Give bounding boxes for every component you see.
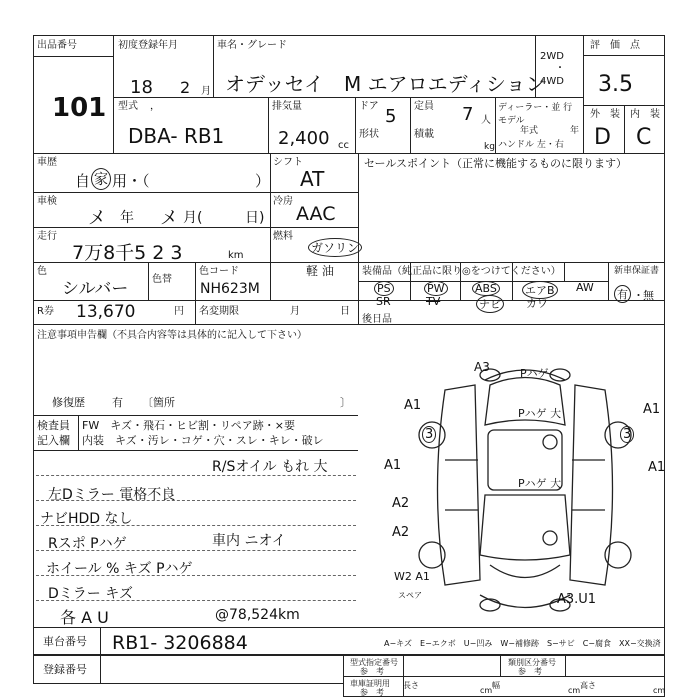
fuel-diesel: 軽 油 bbox=[306, 264, 334, 278]
person-unit: 人 bbox=[481, 115, 491, 126]
warranty-yes: 有 bbox=[614, 285, 631, 303]
note-odometer: @78,524km bbox=[215, 607, 300, 623]
reg-month-unit: 月 bbox=[201, 86, 211, 97]
note-wheel: ホイール % キズ Pハゲ bbox=[46, 561, 193, 577]
note-odor: 車内 ニオイ bbox=[212, 533, 286, 549]
color-code: NH623M bbox=[200, 281, 260, 297]
bottom-length-cm: cm bbox=[480, 686, 493, 695]
interior-grade: C bbox=[636, 125, 652, 150]
mark-3-right: 3 bbox=[620, 426, 634, 443]
shaken-year-unit: 年 bbox=[120, 210, 134, 226]
note-each-au: 各 A U bbox=[60, 608, 109, 627]
first-reg-label: 初度登録年月 bbox=[118, 40, 178, 51]
eval-score: 3.5 bbox=[598, 72, 633, 97]
mark-p-hage-rear: Pハゲ 大 bbox=[518, 477, 562, 490]
bottom-r1c: 類別区分番号 bbox=[508, 658, 556, 667]
history-value-close: ） bbox=[255, 172, 271, 190]
repair-close: 〕 bbox=[340, 396, 351, 409]
new-warranty-label: 新車保証書 bbox=[614, 266, 660, 276]
mark-a3-u1: A3.U1 bbox=[557, 592, 597, 607]
equip-sr: SR bbox=[376, 295, 391, 308]
ac-value: AAC bbox=[296, 203, 336, 225]
reg-month: 2 bbox=[180, 78, 191, 97]
shaken-m: メ bbox=[160, 208, 178, 229]
kg-unit: kg bbox=[484, 142, 495, 152]
drive-dot: ・ bbox=[555, 63, 565, 74]
load-label: 積載 bbox=[414, 129, 434, 140]
history-value-suffix: 用・（ bbox=[112, 172, 150, 190]
equip-abs: ABS bbox=[472, 281, 500, 296]
handle-label: ハンドル 左・右 bbox=[498, 140, 564, 150]
ac-label: 冷房 bbox=[273, 196, 293, 207]
yen-unit: 円 bbox=[174, 306, 184, 317]
note-left-mirror: 左Dミラー 電格不良 bbox=[48, 487, 176, 503]
color-change-label: 色替 bbox=[152, 274, 172, 285]
mark-a1-left-mid: A1 bbox=[384, 458, 402, 473]
repair-place: 〔箇所 bbox=[142, 396, 175, 409]
type-comma: ， bbox=[150, 101, 160, 112]
equip-aw: AW bbox=[576, 281, 594, 294]
displacement-label: 排気量 bbox=[272, 101, 302, 112]
mark-a3-front: A3 bbox=[474, 360, 490, 374]
warranty-sep: ・ bbox=[633, 289, 644, 302]
note-rear-spoiler: Rスポ Pハゲ bbox=[48, 536, 127, 552]
dealer-label: ディーラー・並 行 bbox=[498, 103, 573, 113]
mark-a2-lower: A2 bbox=[392, 525, 410, 540]
door-label: ドア bbox=[359, 101, 379, 112]
mileage-value: 7万8千5 2 3 bbox=[72, 242, 183, 264]
year-unit: 年 bbox=[570, 126, 580, 136]
mark-a1-left-front: A1 bbox=[404, 398, 422, 413]
cc-unit: cc bbox=[338, 140, 349, 151]
reg-year: 18 bbox=[130, 77, 153, 98]
shaken-month-unit: 月( bbox=[183, 210, 203, 226]
color-code-label: 色コード bbox=[199, 266, 239, 277]
inspector-row-2: 内装 キズ・汚レ・コゲ・穴・スレ・キレ・破レ bbox=[82, 434, 324, 447]
history-value-circled: 家 bbox=[91, 168, 111, 190]
history-label: 車歴 bbox=[37, 157, 57, 168]
name-change-label: 名変期限 bbox=[199, 306, 239, 317]
shape-label: 形状 bbox=[359, 129, 379, 140]
mark-p-hage-front: Pハゲ bbox=[520, 367, 549, 380]
mark-w2-a1: W2 A1 bbox=[394, 570, 430, 583]
exterior-label: 外 装 bbox=[590, 109, 620, 120]
warranty-no: 無 bbox=[643, 289, 654, 302]
name-change-month: 月 bbox=[290, 306, 300, 317]
inspector-row-1: FW キズ・飛石・ヒビ割・リペア跡・×要 bbox=[82, 419, 295, 432]
damage-legend: A−キズ E−エクボ U−凹み W−補修跡 S−サビ C−腐食 XX−交換済 bbox=[384, 639, 661, 648]
shift-label: シフト bbox=[273, 157, 303, 168]
bottom-r1b: 参 考 bbox=[360, 667, 384, 676]
equip-pw: PW bbox=[424, 281, 448, 296]
model-code: DBA- RB1 bbox=[128, 124, 225, 148]
sales-point-label: セールスポイント（正常に機能するものに限ります） bbox=[364, 157, 628, 170]
equip-airbag: エアB bbox=[522, 281, 558, 299]
bottom-width-cm: cm bbox=[568, 686, 581, 695]
color-label: 色 bbox=[37, 266, 47, 277]
mark-p-hage-roof: Pハゲ 大 bbox=[518, 407, 562, 420]
name-change-day: 日 bbox=[340, 306, 350, 317]
capacity: 7 bbox=[462, 104, 474, 125]
shift-value: AT bbox=[300, 167, 325, 191]
doors: 5 bbox=[385, 106, 397, 127]
bottom-height-cm: cm bbox=[653, 686, 666, 695]
spare-label: スペア bbox=[398, 591, 422, 600]
shaken-y: メ bbox=[88, 208, 106, 229]
lot-number: 101 bbox=[52, 93, 107, 123]
bottom-width: 幅 bbox=[492, 681, 500, 690]
chassis-label: 車台番号 bbox=[43, 635, 87, 648]
registration-label: 登録番号 bbox=[43, 663, 87, 676]
car-name: オデッセイ M エアロエディション bbox=[225, 72, 546, 96]
inspector-label-1: 検査員 bbox=[37, 419, 70, 432]
model-year-label2: 年式 bbox=[520, 126, 539, 136]
equip-ps: PS bbox=[374, 281, 394, 296]
note-navi-hdd: ナビHDD なし bbox=[40, 511, 133, 527]
mark-3-left: 3 bbox=[422, 426, 436, 443]
eval-label: 評 価 点 bbox=[590, 40, 640, 51]
inspector-label-2: 記入欄 bbox=[37, 434, 70, 447]
mark-a1-right-mid: A1 bbox=[648, 460, 666, 475]
bottom-r1a: 型式指定番号 bbox=[350, 658, 398, 667]
repair-value: 有 bbox=[112, 396, 123, 409]
chassis-number: RB1- 3206884 bbox=[112, 632, 248, 654]
capacity-label: 定員 bbox=[414, 101, 434, 112]
type-label: 型式 bbox=[118, 101, 138, 112]
bottom-r2b: 参 考 bbox=[360, 688, 384, 697]
notes-label: 注意事項申告欄（不具合内容等は具体的に記入して下さい） bbox=[37, 330, 307, 341]
recycle-value: 13,670 bbox=[76, 302, 136, 322]
shaken-label: 車検 bbox=[37, 196, 57, 207]
repair-label: 修復歴 bbox=[52, 396, 85, 409]
mileage-label: 走行 bbox=[37, 231, 57, 242]
equip-leather: カワ bbox=[526, 297, 548, 310]
note-oil-leak: R/Sオイル もれ 大 bbox=[212, 459, 328, 475]
fuel-gas: ガソリン bbox=[308, 238, 362, 257]
bottom-length: 長さ bbox=[403, 681, 419, 690]
note-d-mirror: Dミラー キズ bbox=[48, 586, 133, 602]
history-value-prefix: 自 bbox=[75, 172, 91, 190]
lot-label: 出品番号 bbox=[37, 40, 77, 51]
car-name-label: 車名・グレード bbox=[217, 40, 287, 51]
mark-a1-right-front: A1 bbox=[643, 402, 661, 417]
equip-navi: ナビ bbox=[476, 295, 504, 313]
color-value: シルバー bbox=[62, 279, 129, 299]
equipment-label: 装備品（純正品に限り◎をつけてください） bbox=[362, 266, 561, 277]
rear-label: 後日品 bbox=[362, 314, 392, 325]
drive-2wd: 2WD bbox=[540, 51, 564, 62]
bottom-r2a: 車庫証明用 bbox=[350, 679, 390, 688]
exterior-grade: D bbox=[594, 125, 611, 150]
fuel-label: 燃料 bbox=[273, 231, 293, 242]
model-year-label: モデル bbox=[498, 116, 525, 126]
bottom-r1d: 参 考 bbox=[518, 667, 542, 676]
bottom-height: 高さ bbox=[580, 681, 596, 690]
km-unit: km bbox=[228, 250, 244, 261]
displacement: 2,400 bbox=[278, 128, 330, 149]
shaken-day-unit: 日) bbox=[245, 210, 265, 226]
equip-tv: TV bbox=[426, 295, 441, 308]
interior-label: 内 装 bbox=[630, 109, 660, 120]
drive-4wd: 4WD bbox=[540, 76, 564, 87]
recycle-label: R券 bbox=[37, 306, 54, 317]
mark-a2-upper: A2 bbox=[392, 496, 410, 511]
